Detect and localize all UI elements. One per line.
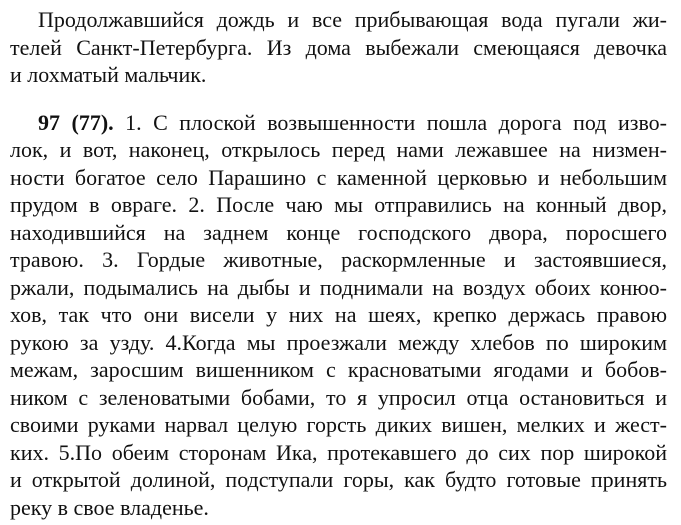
text-line: ких. 5.По обеим сторонам Ика, протекавшего до сих пор широкой (10, 439, 667, 465)
exercise-first-line-text: 1. С плоской возвышенности пошла дорога под изво- (113, 109, 668, 135)
text-line: реку в свое владенье. (10, 494, 209, 520)
text-line: рукою за узду. 4.Когда мы проезжали между хлебов по широким (10, 329, 667, 355)
text-line: межам, заросшим вишенником с красноватыми ягодами и бобов- (10, 357, 667, 382)
text-line: прудом в овраге. 2. После чаю мы отправились на конный двор, (10, 192, 667, 217)
text-line: ником с зеленоватыми бобами, то я упросил отца остановиться и (10, 384, 667, 410)
text-line: телей Санкт-Петербурга. Из дома выбежали смеющаяся девочка (10, 34, 667, 60)
text-line: и лохматый мальчик. (10, 62, 207, 87)
text-line: и открытой долиной, подступали горы, как будто готовые принять (10, 467, 667, 492)
text-line: своими руками нарвал целую горсть диких вишен, мелких и жест- (10, 412, 667, 437)
text-line: Продолжавшийся дождь и все прибывающая вода пугали жи- (38, 7, 667, 32)
text-line: травою. 3. Гордые животные, раскормленные и застоявшиеся, (10, 247, 667, 272)
paragraph-intro (10, 6, 667, 89)
exercise-first-line (10, 109, 667, 137)
exercise-number: 97 (77). (38, 109, 114, 135)
text-line: находившийся на заднем конце господского двора, поросшего (10, 219, 667, 245)
exercise-97 (10, 109, 667, 522)
text-line: хов, так что они висели у них на шеях, крепко держась правою (10, 302, 667, 327)
text-line: ржали, подымались на дыбы и поднимали на воздух обоих конюо- (10, 274, 667, 300)
text-line: лок, и вот, наконец, открылось перед нами лежавшее на низмен- (10, 137, 667, 162)
text-line: ности богатое село Парашино с каменной церковью и небольшим (10, 164, 667, 190)
